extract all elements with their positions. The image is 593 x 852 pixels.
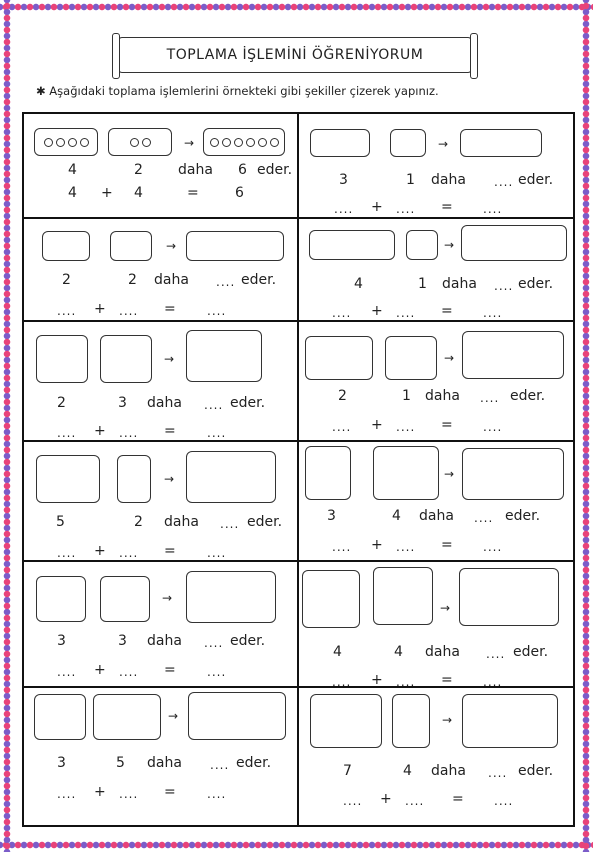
example-circle bbox=[44, 138, 53, 147]
example-circle bbox=[210, 138, 219, 147]
plus-sign: + bbox=[101, 185, 113, 201]
decorative-border-top bbox=[0, 0, 593, 14]
example-circle bbox=[270, 138, 279, 147]
problem-a: 3 bbox=[327, 508, 336, 524]
draw-box-sum[interactable] bbox=[186, 330, 262, 382]
decorative-border-right bbox=[579, 0, 593, 852]
arrow-icon: → bbox=[164, 472, 175, 486]
example-b: 2 bbox=[134, 162, 143, 178]
arrow-icon: → bbox=[440, 601, 451, 615]
draw-box-b[interactable] bbox=[406, 230, 438, 260]
equation-blank-sum[interactable]: .... bbox=[207, 665, 227, 679]
plus-sign: + bbox=[94, 662, 106, 678]
draw-box-b[interactable] bbox=[373, 446, 439, 500]
problem-a: 4 bbox=[354, 276, 363, 292]
plus-sign: + bbox=[94, 543, 106, 559]
plus-sign: + bbox=[380, 791, 392, 807]
equation-blank-b[interactable]: .... bbox=[396, 675, 416, 689]
draw-box-sum[interactable] bbox=[461, 225, 567, 261]
equals-sign: = bbox=[187, 185, 199, 201]
equals-sign: = bbox=[164, 423, 176, 439]
daha-label: daha bbox=[147, 633, 182, 649]
draw-box-a[interactable] bbox=[302, 570, 360, 628]
draw-box-a[interactable] bbox=[36, 576, 86, 622]
draw-box-b[interactable] bbox=[373, 567, 433, 625]
example-circle bbox=[56, 138, 65, 147]
problem-b: 2 bbox=[134, 514, 143, 530]
equals-sign: = bbox=[441, 303, 453, 319]
plus-sign: + bbox=[94, 784, 106, 800]
draw-box-b[interactable] bbox=[392, 694, 430, 748]
draw-box-b[interactable] bbox=[100, 335, 152, 383]
example-sum: 6 bbox=[238, 162, 247, 178]
problem-b: 2 bbox=[128, 272, 137, 288]
daha-label: daha bbox=[164, 514, 199, 530]
problem-a: 3 bbox=[57, 755, 66, 771]
equation-blank-sum[interactable]: .... bbox=[483, 202, 503, 216]
equation-blank-sum[interactable]: .... bbox=[483, 540, 503, 554]
plus-sign: + bbox=[94, 423, 106, 439]
draw-box-b[interactable] bbox=[100, 576, 150, 622]
decorative-border-left bbox=[0, 0, 14, 852]
draw-box-a[interactable] bbox=[34, 694, 86, 740]
arrow-icon: → bbox=[166, 239, 177, 253]
example-eq-sum: 6 bbox=[235, 185, 244, 201]
arrow-icon: → bbox=[444, 351, 455, 365]
example-a: 4 bbox=[68, 162, 77, 178]
eder-label: eder. bbox=[236, 755, 272, 771]
daha-label: daha bbox=[431, 172, 466, 188]
page-title: TOPLAMA İŞLEMİNİ ÖĞRENİYORUM bbox=[118, 37, 472, 73]
draw-box-sum[interactable] bbox=[188, 692, 286, 740]
draw-box-b[interactable] bbox=[385, 336, 437, 380]
plus-sign: + bbox=[94, 301, 106, 317]
equation-blank-sum[interactable]: .... bbox=[207, 787, 227, 801]
draw-box-sum[interactable] bbox=[186, 571, 276, 623]
answer-blank[interactable]: .... bbox=[204, 398, 224, 412]
eder-label: eder. bbox=[510, 388, 546, 404]
equation-blank-b[interactable]: .... bbox=[396, 540, 416, 554]
problem-b: 4 bbox=[403, 763, 412, 779]
equation-blank-b[interactable]: .... bbox=[396, 420, 416, 434]
equation-blank-b[interactable]: .... bbox=[119, 426, 139, 440]
daha-label: daha bbox=[425, 644, 460, 660]
example-circle bbox=[68, 138, 77, 147]
draw-box-a[interactable] bbox=[36, 335, 88, 383]
draw-box-a[interactable] bbox=[305, 446, 351, 500]
draw-box-b[interactable] bbox=[110, 231, 152, 261]
equation-blank-b[interactable]: .... bbox=[396, 202, 416, 216]
daha-label: daha bbox=[419, 508, 454, 524]
equation-blank-b[interactable]: .... bbox=[119, 304, 139, 318]
draw-box-sum[interactable] bbox=[462, 448, 564, 500]
problem-a: 4 bbox=[333, 644, 342, 660]
problem-b: 1 bbox=[402, 388, 411, 404]
daha-label: daha bbox=[431, 763, 466, 779]
answer-blank[interactable]: .... bbox=[204, 636, 224, 650]
grid-divider-row-3 bbox=[22, 440, 575, 442]
plus-sign: + bbox=[371, 417, 383, 433]
answer-blank[interactable]: .... bbox=[486, 647, 506, 661]
equals-sign: = bbox=[441, 417, 453, 433]
plus-sign: + bbox=[371, 537, 383, 553]
problem-a: 3 bbox=[339, 172, 348, 188]
problem-b: 3 bbox=[118, 633, 127, 649]
daha-label: daha bbox=[154, 272, 189, 288]
problem-a: 2 bbox=[62, 272, 71, 288]
eder-label: eder. bbox=[247, 514, 283, 530]
example-box-a bbox=[34, 128, 98, 156]
equals-sign: = bbox=[441, 672, 453, 688]
equation-blank-sum[interactable]: .... bbox=[207, 426, 227, 440]
equation-blank-b[interactable]: .... bbox=[396, 306, 416, 320]
equation-blank-a[interactable]: .... bbox=[334, 202, 354, 216]
answer-blank[interactable]: .... bbox=[216, 275, 236, 289]
equation-blank-a[interactable]: .... bbox=[57, 787, 77, 801]
equals-sign: = bbox=[441, 199, 453, 215]
equation-blank-sum[interactable]: .... bbox=[494, 794, 514, 808]
equation-blank-sum[interactable]: .... bbox=[483, 675, 503, 689]
answer-blank[interactable]: .... bbox=[488, 766, 508, 780]
example-box-sum bbox=[203, 128, 285, 156]
draw-box-a[interactable] bbox=[42, 231, 90, 261]
example-eq-b: 4 bbox=[134, 185, 143, 201]
equation-blank-a[interactable]: .... bbox=[57, 546, 77, 560]
draw-box-b[interactable] bbox=[390, 129, 426, 157]
problem-a: 7 bbox=[343, 763, 352, 779]
problem-b: 1 bbox=[418, 276, 427, 292]
draw-box-sum[interactable] bbox=[186, 231, 284, 261]
equals-sign: = bbox=[164, 784, 176, 800]
equation-blank-a[interactable]: .... bbox=[57, 426, 77, 440]
answer-blank[interactable]: .... bbox=[480, 391, 500, 405]
problem-a: 5 bbox=[56, 514, 65, 530]
problem-b: 4 bbox=[394, 644, 403, 660]
equals-sign: = bbox=[441, 537, 453, 553]
draw-box-b[interactable] bbox=[93, 694, 161, 740]
example-circle bbox=[246, 138, 255, 147]
grid-divider-row-1 bbox=[22, 217, 575, 219]
example-circle bbox=[222, 138, 231, 147]
instruction-text: ✱ Aşağıdaki toplama işlemlerini örnekteki gibi şekiller çizerek yapınız. bbox=[36, 84, 439, 98]
equals-sign: = bbox=[164, 301, 176, 317]
problem-b: 5 bbox=[116, 755, 125, 771]
arrow-icon: → bbox=[438, 137, 449, 151]
daha-label: daha bbox=[147, 755, 182, 771]
equation-blank-b[interactable]: .... bbox=[119, 665, 139, 679]
equation-blank-a[interactable]: .... bbox=[343, 794, 363, 808]
plus-sign: + bbox=[371, 672, 383, 688]
draw-box-sum[interactable] bbox=[186, 451, 276, 503]
arrow-icon: → bbox=[168, 709, 179, 723]
example-eq-a: 4 bbox=[68, 185, 77, 201]
draw-box-b[interactable] bbox=[117, 455, 151, 503]
grid-divider-row-2 bbox=[22, 320, 575, 322]
equation-blank-a[interactable]: .... bbox=[332, 306, 352, 320]
arrow-icon: → bbox=[444, 467, 455, 481]
draw-box-a[interactable] bbox=[36, 455, 100, 503]
equation-blank-a[interactable]: .... bbox=[57, 304, 77, 318]
equals-sign: = bbox=[452, 791, 464, 807]
daha-label: daha bbox=[425, 388, 460, 404]
example-box-b bbox=[108, 128, 172, 156]
draw-box-a[interactable] bbox=[309, 230, 395, 260]
eder-label: eder. bbox=[230, 395, 266, 411]
eder-label: eder. bbox=[518, 276, 554, 292]
draw-box-sum[interactable] bbox=[462, 331, 564, 379]
eder-label: eder. bbox=[257, 162, 293, 178]
arrow-icon: → bbox=[164, 352, 175, 366]
answer-blank[interactable]: .... bbox=[494, 175, 514, 189]
answer-blank[interactable]: .... bbox=[494, 279, 514, 293]
example-circle bbox=[142, 138, 151, 147]
arrow-icon: → bbox=[442, 713, 453, 727]
equation-blank-sum[interactable]: .... bbox=[483, 420, 503, 434]
equals-sign: = bbox=[164, 662, 176, 678]
plus-sign: + bbox=[371, 199, 383, 215]
daha-label: daha bbox=[147, 395, 182, 411]
grid-divider-row-4 bbox=[22, 560, 575, 562]
grid-divider-vertical bbox=[297, 112, 299, 827]
answer-blank[interactable]: .... bbox=[220, 517, 240, 531]
problem-a: 2 bbox=[338, 388, 347, 404]
daha-label: daha bbox=[178, 162, 213, 178]
problem-b: 1 bbox=[406, 172, 415, 188]
draw-box-a[interactable] bbox=[310, 694, 382, 748]
answer-blank[interactable]: .... bbox=[210, 758, 230, 772]
answer-blank[interactable]: .... bbox=[474, 511, 494, 525]
equation-blank-sum[interactable]: .... bbox=[207, 546, 227, 560]
eder-label: eder. bbox=[513, 644, 549, 660]
arrow-icon: → bbox=[162, 591, 173, 605]
equation-blank-b[interactable]: .... bbox=[405, 794, 425, 808]
problem-a: 2 bbox=[57, 395, 66, 411]
example-circle bbox=[130, 138, 139, 147]
draw-box-sum[interactable] bbox=[462, 694, 558, 748]
eder-label: eder. bbox=[518, 763, 554, 779]
daha-label: daha bbox=[442, 276, 477, 292]
eder-label: eder. bbox=[241, 272, 277, 288]
decorative-border-bottom bbox=[0, 838, 593, 852]
draw-box-sum[interactable] bbox=[459, 568, 559, 626]
problem-b: 3 bbox=[118, 395, 127, 411]
plus-sign: + bbox=[371, 303, 383, 319]
example-circle bbox=[80, 138, 89, 147]
eder-label: eder. bbox=[505, 508, 541, 524]
eder-label: eder. bbox=[230, 633, 266, 649]
draw-box-sum[interactable] bbox=[460, 129, 542, 157]
equation-blank-a[interactable]: .... bbox=[57, 665, 77, 679]
draw-box-a[interactable] bbox=[310, 129, 370, 157]
equation-blank-b[interactable]: .... bbox=[119, 546, 139, 560]
equation-blank-sum[interactable]: .... bbox=[207, 304, 227, 318]
equation-blank-a[interactable]: .... bbox=[332, 540, 352, 554]
arrow-icon: → bbox=[184, 136, 195, 150]
equals-sign: = bbox=[164, 543, 176, 559]
example-circle bbox=[234, 138, 243, 147]
problem-a: 3 bbox=[57, 633, 66, 649]
problem-b: 4 bbox=[392, 508, 401, 524]
equation-blank-sum[interactable]: .... bbox=[483, 306, 503, 320]
equation-blank-a[interactable]: .... bbox=[332, 420, 352, 434]
arrow-icon: → bbox=[444, 238, 455, 252]
eder-label: eder. bbox=[518, 172, 554, 188]
equation-blank-b[interactable]: .... bbox=[119, 787, 139, 801]
draw-box-a[interactable] bbox=[305, 336, 373, 380]
example-circle bbox=[258, 138, 267, 147]
equation-blank-a[interactable]: .... bbox=[332, 675, 352, 689]
